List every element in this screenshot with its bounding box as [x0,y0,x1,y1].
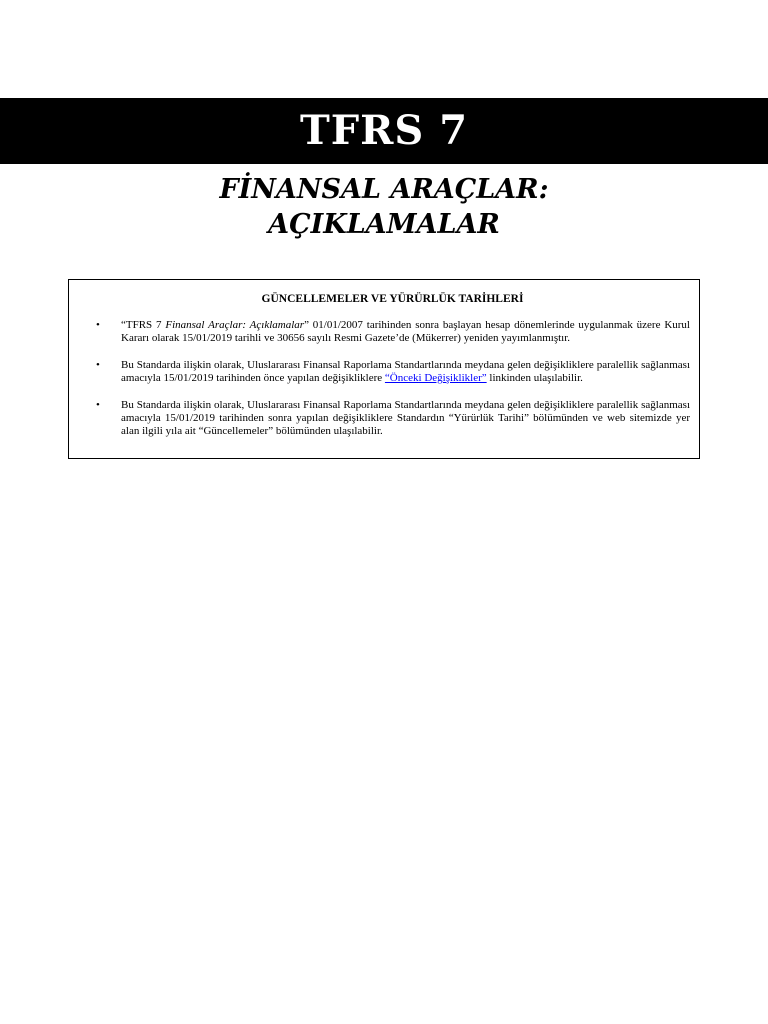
bullet-icon: • [96,319,100,331]
subtitle-line-1: FİNANSAL ARAÇLAR: [219,174,549,205]
updates-box [68,279,700,459]
updates-heading: GÜNCELLEMELER VE YÜRÜRLÜK TARİHLERİ [261,293,524,305]
previous-changes-link[interactable]: “Önceki Değişiklikler” [384,372,487,384]
item2-prefix: Bu Standarda ilişkin olarak, Uluslararası Finansal Raporlama Standartlarında meydana gelen değişikliklere paralellik sağlanması amacıyla 15/01/2019 tarihinden önce yapılan değişikliklere [121,359,690,384]
page-title: TFRS 7 [299,107,469,154]
list-item [95,319,690,345]
document-subtitle [0,172,768,242]
list-item [95,399,690,438]
title-banner [0,98,768,164]
item2-suffix: linkinden ulaşılabilir. [486,372,583,384]
bullet-icon: • [96,399,100,411]
subtitle-line-2: AÇIKLAMALAR [268,209,500,240]
standard-name: Finansal Araçlar: Açıklamalar [165,319,305,331]
bullet-icon: • [96,359,100,371]
list-item [95,359,690,385]
updates-list [95,319,690,438]
item3-text: Bu Standarda ilişkin olarak, Uluslararası Finansal Raporlama Standartlarında meydana gelen değişikliklere paralellik sağlanması amacıyla 15/01/2019 tarihinden sonra yapılan değişikliklere Standardın “Yürürlük Tarihi” bölümünden ve web sitemizde yer alan ilgili yıla ait “Güncellemeler” bölümünden ulaşılabilir. [121,399,690,437]
item1-prefix: “TFRS 7 [121,319,166,331]
item1-suffix: ” 01/01/2007 tarihinden sonra başlayan hesap dönemlerinde uygulanmak üzere Kurul Kararı olarak 15/01/2019 tarihli ve 30656 sayılı Resmi Gazete’de (Mükerrer) yeniden yayımlanmıştır. [121,319,690,344]
